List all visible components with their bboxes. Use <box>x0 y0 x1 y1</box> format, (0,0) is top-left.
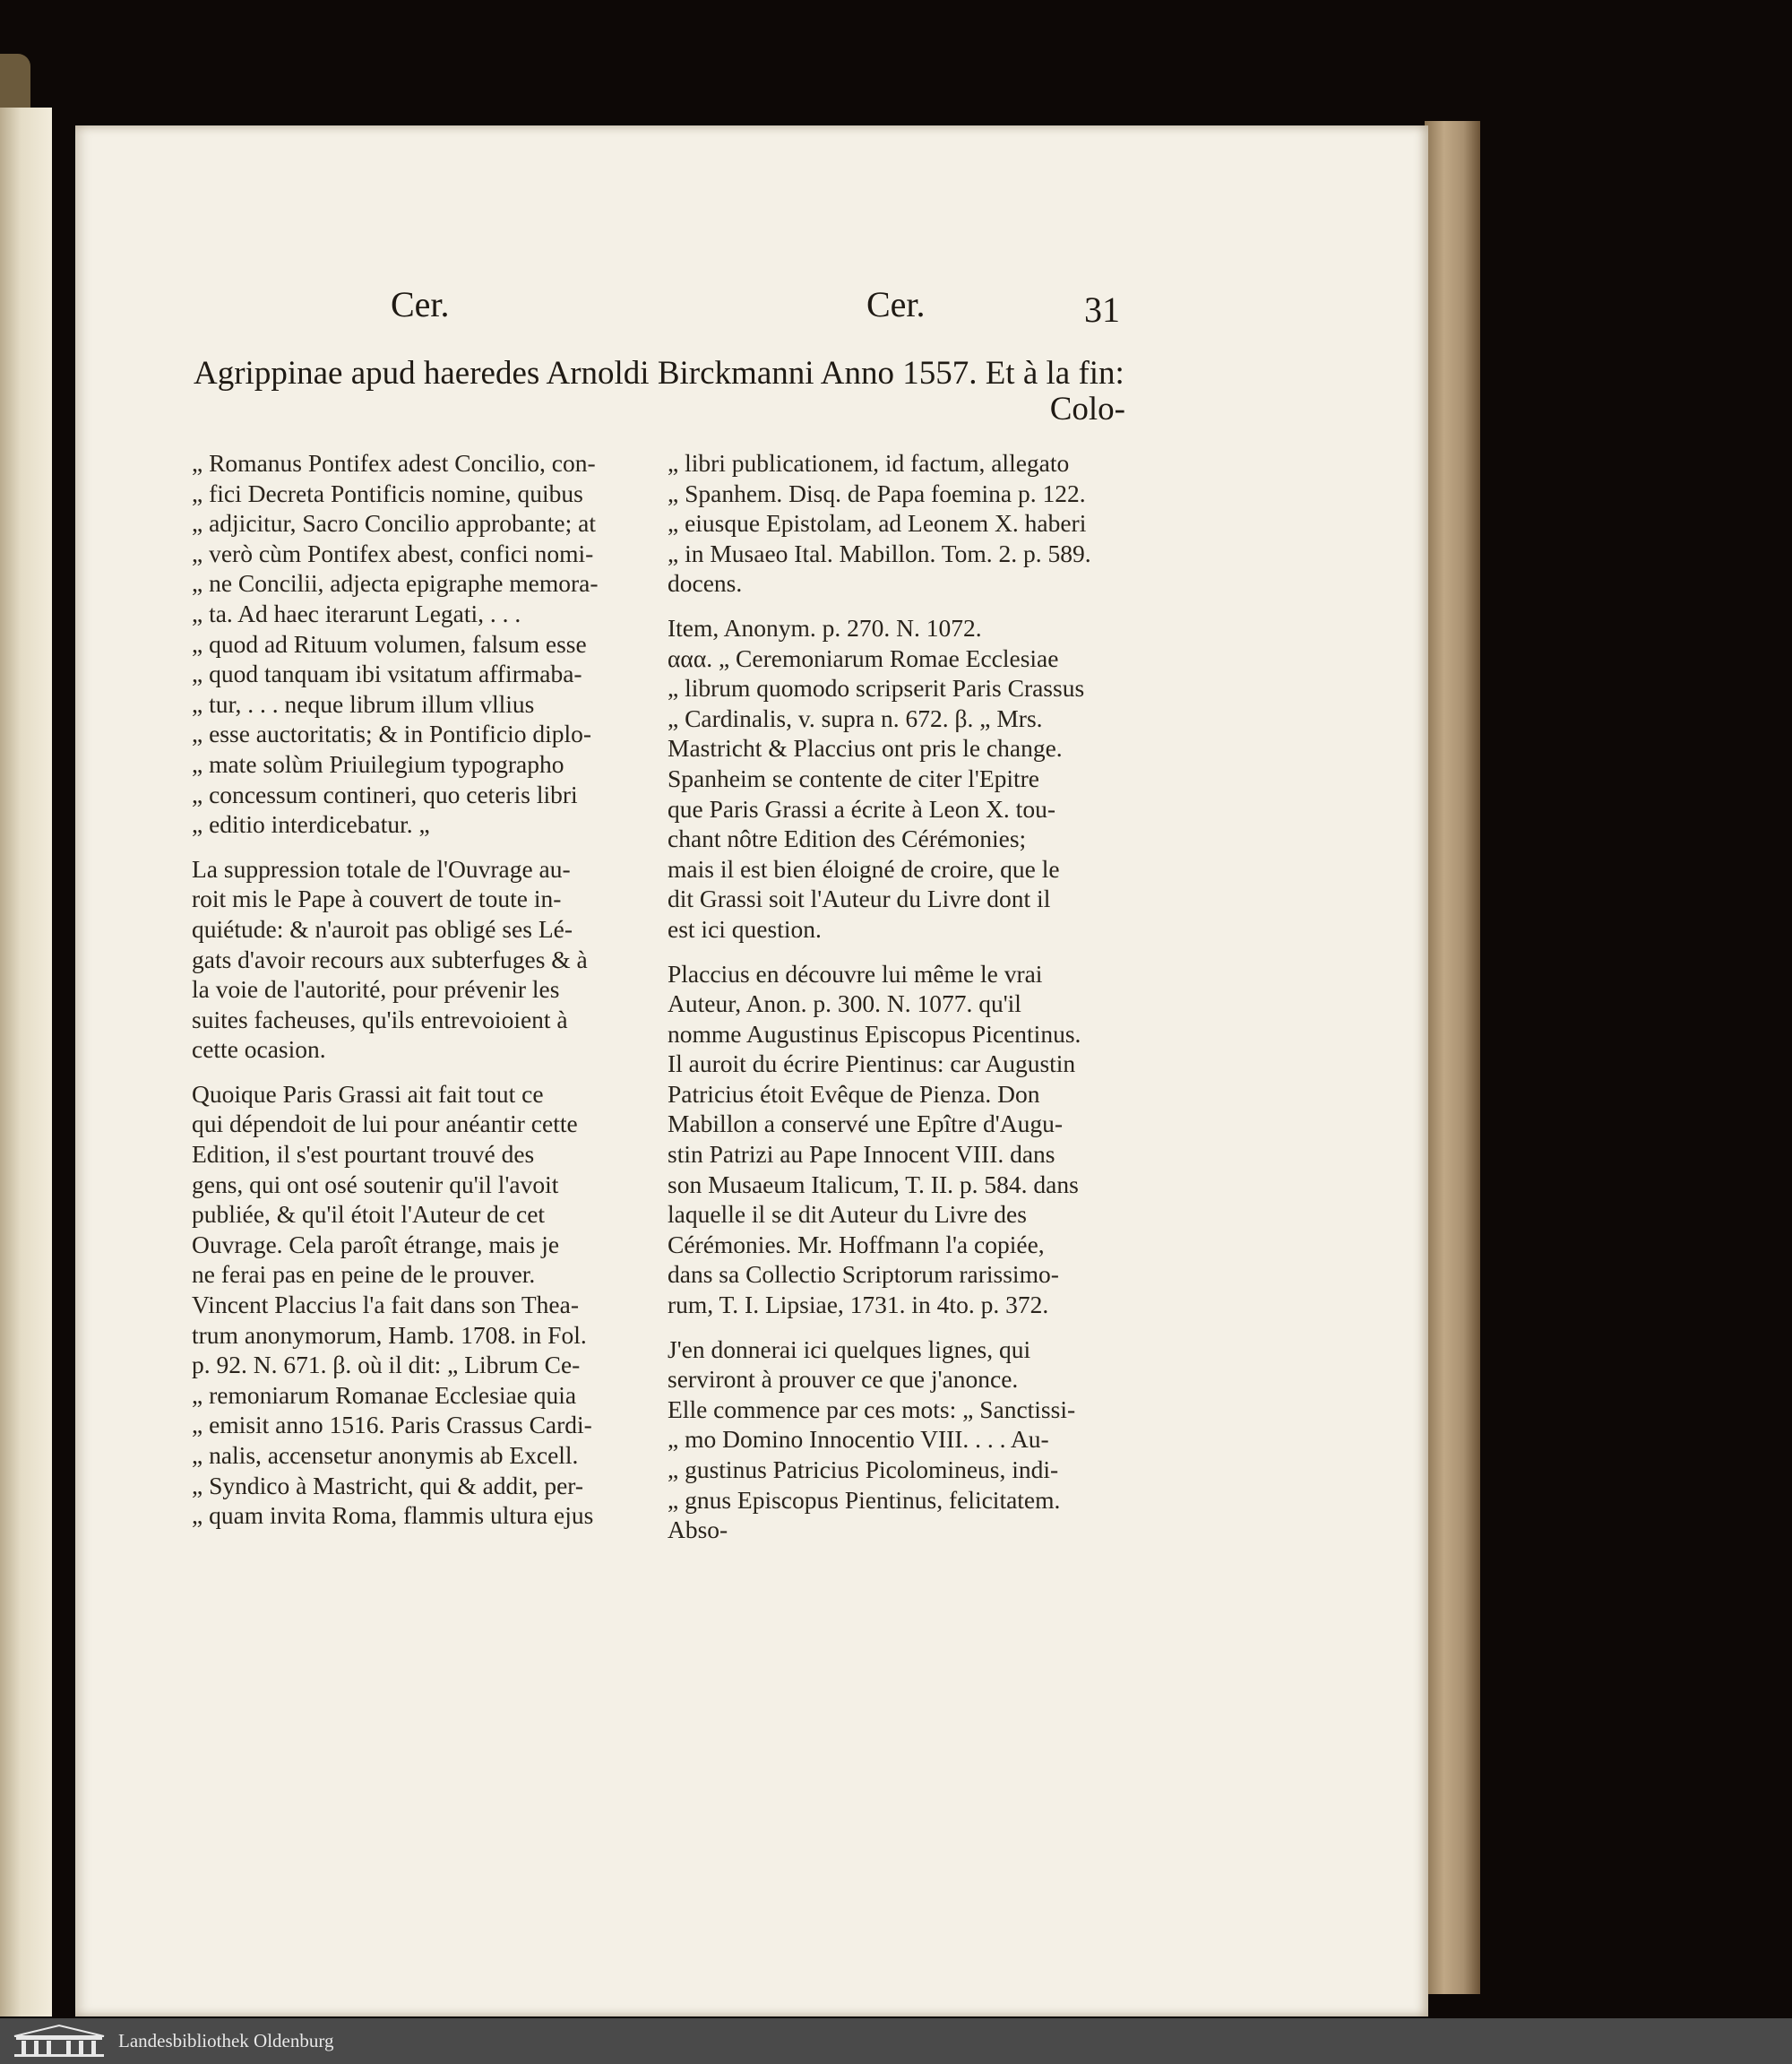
footer-bar <box>0 2018 1792 2064</box>
running-head-left: Cer. <box>391 284 450 324</box>
section-heading: Agrippinae apud haeredes Arnoldi Birckmanni Anno 1557. Et à la fin: <box>194 355 1124 392</box>
book-cover-edge <box>1425 121 1480 1994</box>
paragraph: „ Romanus Pontifex adest Concilio, con- „ fici Decreta Pontificis nomine, quibus „ adjicitur, Sacro Concilio approbante; at „ verò cùm Pontifex abest, confici nomi- „ ne Concilii, adjecta epigraphe memora- „ ta. Ad haec iterarunt Legati, . . . „ quod ad Rituum volumen, falsum esse „ quod tanquam ibi vsitatum affirmaba- „ tur, . . . neque librum illum vllius „ esse auctoritatis; & in Pontificio diplo- „ mate solùm Priuilegium typographo „ concessum contineri, quo ceteris libri „ editio interdicebatur. „ <box>192 449 599 839</box>
left-column <box>192 448 635 1545</box>
facing-page-edge <box>0 108 52 2017</box>
footer-library-name: Landesbibliothek Oldenburg <box>118 2030 334 2051</box>
paragraph: La suppression totale de l'Ouvrage au- roit mis le Pape à couvert de toute in- quiétude: & n'auroit pas obligé ses Lé- gats d'avoir recours aux subterfuges & à la voie de l'autorité, pour prévenir les suites facheuses, qu'ils entrevoioient à cette ocasion. <box>192 854 588 1064</box>
right-column <box>668 448 1111 1559</box>
paragraph: Quoique Paris Grassi ait fait tout ce qui dépendoit de lui pour anéantir cette Edition, il s'est pourtant trouvé des gens, qui ont osé soutenir qu'il l'avoit publiée, & qu'il étoit l'Auteur de cet Ouvrage. Cela paroît étrange, mais je ne ferai pas en peine de le prouver. Vincent Placcius l'a fait dans son Thea- trum anonymorum, Hamb. 1708. in Fol. p. 92. N. 671. β. où il dit: „ Librum Ce- „ remoniarum Romanae Ecclesiae quia „ emisit anno 1516. Paris Crassus Cardi- „ nalis, accensetur anonymis ab Excell. „ Syndico à Mastricht, qui & addit, per- „ quam invita Roma, flammis ultura ejus <box>192 1079 594 1530</box>
paragraph: „ libri publicationem, id factum, allegato „ Spanhem. Disq. de Papa foemina p. 122. „ eiusque Epistolam, ad Leonem X. haberi „ in Musaeo Ital. Mabillon. Tom. 2. p. 589. docens. <box>668 449 1091 598</box>
running-head-right: Cer. <box>866 284 926 324</box>
paragraph: Placcius en découvre lui même le vrai Auteur, Anon. p. 300. N. 1077. qu'il nomme Augustinus Episcopus Picentinus. Il auroit du écrire Pientinus: car Augustin Patricius étoit Evêque de Pienza. Don Mabillon a conservé une Epître d'Augu- stin Patrizi au Pape Innocent VIII. dans son Musaeum Italicum, T. II. p. 584. dans laquelle il se dit Auteur du Livre des Cérémonies. Mr. Hoffmann l'a copiée, dans sa Collectio Scriptorum rarissimo- rum, T. I. Lipsiae, 1731. in 4to. p. 372. <box>668 959 1081 1319</box>
paragraph: Item, Anonym. p. 270. N. 1072. ααα. „ Ceremoniarum Romae Ecclesiae „ librum quomodo scripserit Paris Crassus „ Cardinalis, v. supra n. 672. β. „ Mrs. Mastricht & Placcius ont pris le change. Spanheim se contente de citer l'Epitre que Paris Grassi a écrite à Leon X. tou- chant nôtre Edition des Cérémonies; mais il est bien éloigné de croire, que le dit Grassi soit l'Auteur du Livre dont il est ici question. <box>668 613 1085 943</box>
page-number: 31 <box>1084 289 1120 330</box>
paragraph: J'en donnerai ici quelques lignes, qui serviront à prouver ce que j'anonce. Elle commence par ces mots: „ Sanctissi- „ mo Domino Innocentio VIII. . . . Au- „ gustinus Patricius Picolomineus, indi- „ gnus Episcopus Pientinus, felicitatem. Abso- <box>668 1334 1076 1544</box>
library-building-icon <box>9 2024 109 2058</box>
section-heading-continuation: Colo- <box>1049 391 1125 427</box>
